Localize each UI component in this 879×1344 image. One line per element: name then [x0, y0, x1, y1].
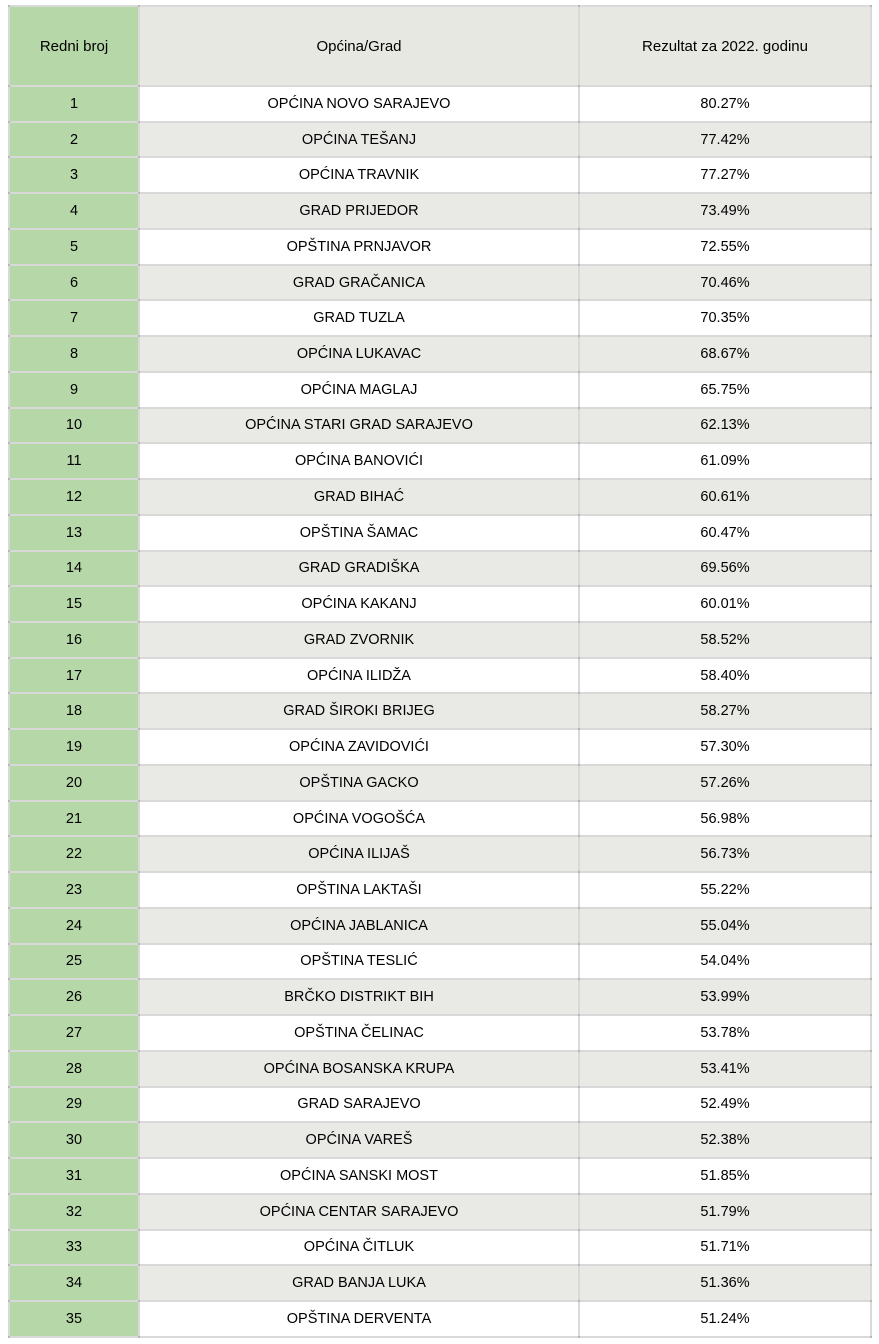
cell-opcina-grad: OPĆINA MAGLAJ [139, 372, 579, 408]
table-row [9, 551, 871, 587]
results-table [8, 5, 872, 1338]
cell-redni-broj: 9 [9, 372, 139, 408]
cell-redni-broj: 35 [9, 1301, 139, 1337]
table-row [9, 157, 871, 193]
cell-opcina-grad: GRAD BANJA LUKA [139, 1265, 579, 1301]
cell-opcina-grad: GRAD PRIJEDOR [139, 193, 579, 229]
cell-opcina-grad: GRAD BIHAĆ [139, 479, 579, 515]
table-row [9, 229, 871, 265]
cell-redni-broj: 8 [9, 336, 139, 372]
table-row [9, 300, 871, 336]
cell-opcina-grad: OPĆINA LUKAVAC [139, 336, 579, 372]
cell-opcina-grad: OPŠTINA LAKTAŠI [139, 872, 579, 908]
cell-rezultat: 80.27% [579, 86, 871, 122]
cell-rezultat: 56.98% [579, 801, 871, 837]
cell-opcina-grad: OPĆINA ZAVIDOVIĆI [139, 729, 579, 765]
cell-rezultat: 53.41% [579, 1051, 871, 1087]
table-row [9, 586, 871, 622]
cell-redni-broj: 15 [9, 586, 139, 622]
cell-rezultat: 56.73% [579, 836, 871, 872]
table-row [9, 1122, 871, 1158]
table-row [9, 1194, 871, 1230]
cell-redni-broj: 22 [9, 836, 139, 872]
table-row [9, 1087, 871, 1123]
cell-redni-broj: 28 [9, 1051, 139, 1087]
cell-redni-broj: 7 [9, 300, 139, 336]
cell-opcina-grad: OPĆINA ILIJAŠ [139, 836, 579, 872]
cell-rezultat: 51.36% [579, 1265, 871, 1301]
cell-opcina-grad: OPĆINA VOGOŠĆA [139, 801, 579, 837]
cell-rezultat: 57.26% [579, 765, 871, 801]
table-row [9, 408, 871, 444]
cell-rezultat: 69.56% [579, 551, 871, 587]
cell-redni-broj: 10 [9, 408, 139, 444]
table-row [9, 801, 871, 837]
cell-redni-broj: 23 [9, 872, 139, 908]
cell-redni-broj: 17 [9, 658, 139, 694]
cell-rezultat: 77.27% [579, 157, 871, 193]
table-row [9, 944, 871, 980]
table-header [9, 6, 871, 86]
table-row [9, 1230, 871, 1266]
cell-opcina-grad: OPĆINA CENTAR SARAJEVO [139, 1194, 579, 1230]
cell-opcina-grad: OPĆINA TEŠANJ [139, 122, 579, 158]
cell-redni-broj: 27 [9, 1015, 139, 1051]
table-row [9, 443, 871, 479]
table-row [9, 1051, 871, 1087]
cell-opcina-grad: GRAD GRADIŠKA [139, 551, 579, 587]
cell-opcina-grad: OPŠTINA PRNJAVOR [139, 229, 579, 265]
table-body [9, 86, 871, 1337]
cell-rezultat: 51.79% [579, 1194, 871, 1230]
cell-opcina-grad: GRAD ZVORNIK [139, 622, 579, 658]
table-row [9, 729, 871, 765]
table-row [9, 122, 871, 158]
cell-redni-broj: 33 [9, 1230, 139, 1266]
column-header-opcina-grad: Općina/Grad [139, 6, 579, 86]
table-row [9, 836, 871, 872]
cell-opcina-grad: OPĆINA JABLANICA [139, 908, 579, 944]
cell-redni-broj: 21 [9, 801, 139, 837]
cell-redni-broj: 30 [9, 1122, 139, 1158]
column-header-redni-broj: Redni broj [9, 6, 139, 86]
cell-rezultat: 51.24% [579, 1301, 871, 1337]
table-row [9, 372, 871, 408]
cell-rezultat: 51.71% [579, 1230, 871, 1266]
cell-rezultat: 70.35% [579, 300, 871, 336]
cell-opcina-grad: OPĆINA SANSKI MOST [139, 1158, 579, 1194]
cell-rezultat: 57.30% [579, 729, 871, 765]
table-row [9, 515, 871, 551]
cell-rezultat: 58.27% [579, 693, 871, 729]
cell-rezultat: 53.78% [579, 1015, 871, 1051]
table-row [9, 872, 871, 908]
cell-rezultat: 77.42% [579, 122, 871, 158]
cell-opcina-grad: OPŠTINA TESLIĆ [139, 944, 579, 980]
cell-redni-broj: 2 [9, 122, 139, 158]
table-row [9, 86, 871, 122]
cell-redni-broj: 32 [9, 1194, 139, 1230]
cell-redni-broj: 34 [9, 1265, 139, 1301]
cell-redni-broj: 25 [9, 944, 139, 980]
cell-rezultat: 55.04% [579, 908, 871, 944]
table-row [9, 265, 871, 301]
cell-rezultat: 70.46% [579, 265, 871, 301]
cell-redni-broj: 13 [9, 515, 139, 551]
cell-rezultat: 73.49% [579, 193, 871, 229]
cell-rezultat: 58.52% [579, 622, 871, 658]
cell-rezultat: 58.40% [579, 658, 871, 694]
cell-rezultat: 60.47% [579, 515, 871, 551]
table-row [9, 908, 871, 944]
cell-opcina-grad: OPŠTINA DERVENTA [139, 1301, 579, 1337]
cell-rezultat: 52.49% [579, 1087, 871, 1123]
cell-opcina-grad: OPĆINA NOVO SARAJEVO [139, 86, 579, 122]
cell-rezultat: 65.75% [579, 372, 871, 408]
cell-opcina-grad: OPĆINA STARI GRAD SARAJEVO [139, 408, 579, 444]
cell-rezultat: 68.67% [579, 336, 871, 372]
table-row [9, 336, 871, 372]
cell-redni-broj: 29 [9, 1087, 139, 1123]
cell-rezultat: 54.04% [579, 944, 871, 980]
cell-opcina-grad: OPŠTINA GACKO [139, 765, 579, 801]
cell-opcina-grad: OPĆINA VAREŠ [139, 1122, 579, 1158]
cell-redni-broj: 11 [9, 443, 139, 479]
table-row [9, 622, 871, 658]
cell-rezultat: 51.85% [579, 1158, 871, 1194]
table-row [9, 479, 871, 515]
cell-opcina-grad: GRAD GRAČANICA [139, 265, 579, 301]
cell-redni-broj: 16 [9, 622, 139, 658]
table-row [9, 1158, 871, 1194]
table-row [9, 193, 871, 229]
cell-redni-broj: 26 [9, 979, 139, 1015]
cell-opcina-grad: OPŠTINA ČELINAC [139, 1015, 579, 1051]
cell-opcina-grad: OPĆINA BOSANSKA KRUPA [139, 1051, 579, 1087]
cell-redni-broj: 18 [9, 693, 139, 729]
cell-redni-broj: 1 [9, 86, 139, 122]
cell-redni-broj: 4 [9, 193, 139, 229]
cell-opcina-grad: OPĆINA ČITLUK [139, 1230, 579, 1266]
cell-redni-broj: 6 [9, 265, 139, 301]
cell-opcina-grad: OPĆINA TRAVNIK [139, 157, 579, 193]
table-row [9, 765, 871, 801]
cell-redni-broj: 14 [9, 551, 139, 587]
cell-opcina-grad: GRAD ŠIROKI BRIJEG [139, 693, 579, 729]
cell-opcina-grad: OPŠTINA ŠAMAC [139, 515, 579, 551]
cell-opcina-grad: GRAD TUZLA [139, 300, 579, 336]
table-row [9, 693, 871, 729]
cell-redni-broj: 5 [9, 229, 139, 265]
cell-redni-broj: 19 [9, 729, 139, 765]
table-row [9, 979, 871, 1015]
cell-rezultat: 61.09% [579, 443, 871, 479]
cell-rezultat: 53.99% [579, 979, 871, 1015]
table-row [9, 1301, 871, 1337]
column-header-rezultat: Rezultat za 2022. godinu [579, 6, 871, 86]
table-row [9, 1265, 871, 1301]
cell-redni-broj: 3 [9, 157, 139, 193]
table-row [9, 1015, 871, 1051]
cell-redni-broj: 12 [9, 479, 139, 515]
cell-rezultat: 62.13% [579, 408, 871, 444]
cell-rezultat: 60.61% [579, 479, 871, 515]
table-row [9, 658, 871, 694]
cell-opcina-grad: OPĆINA BANOVIĆI [139, 443, 579, 479]
cell-redni-broj: 24 [9, 908, 139, 944]
cell-rezultat: 55.22% [579, 872, 871, 908]
cell-redni-broj: 20 [9, 765, 139, 801]
cell-opcina-grad: OPĆINA ILIDŽA [139, 658, 579, 694]
cell-rezultat: 72.55% [579, 229, 871, 265]
cell-opcina-grad: GRAD SARAJEVO [139, 1087, 579, 1123]
cell-rezultat: 60.01% [579, 586, 871, 622]
header-row [9, 6, 871, 86]
cell-opcina-grad: OPĆINA KAKANJ [139, 586, 579, 622]
cell-redni-broj: 31 [9, 1158, 139, 1194]
cell-rezultat: 52.38% [579, 1122, 871, 1158]
cell-opcina-grad: BRČKO DISTRIKT BIH [139, 979, 579, 1015]
